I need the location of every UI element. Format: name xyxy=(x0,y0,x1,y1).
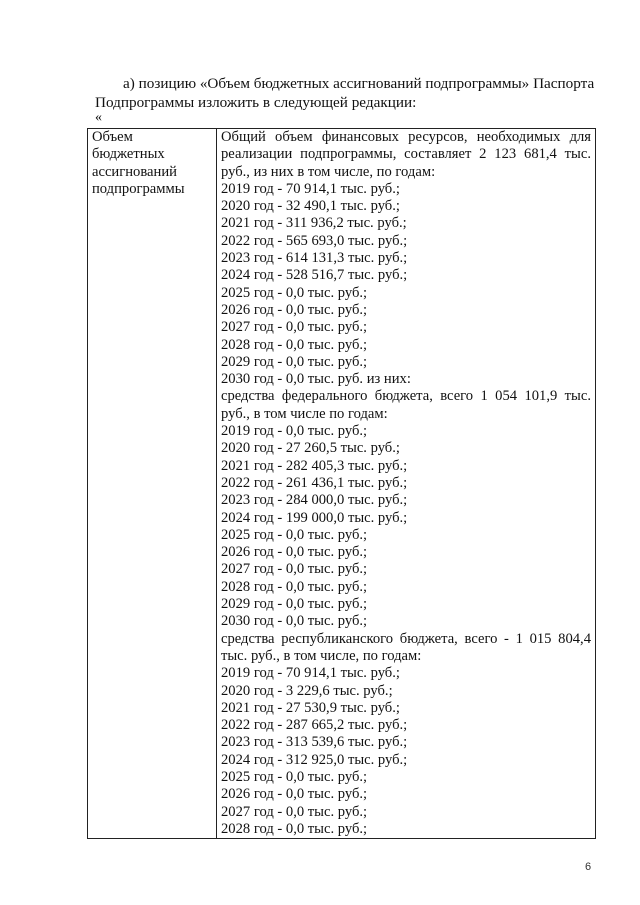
row-label-line: бюджетных xyxy=(92,146,165,163)
total-year-line: 2026 год - 0,0 тыс. руб.; xyxy=(221,301,368,318)
federal-year-line: 2029 год - 0,0 тыс. руб.; xyxy=(221,596,368,613)
federal-year-line: 2026 год - 0,0 тыс. руб.; xyxy=(221,544,368,561)
opening-quote-mark: « xyxy=(95,110,102,125)
federal-year-line: 2020 год - 27 260,5 тыс. руб.; xyxy=(221,440,400,457)
total-year-line: 2027 год - 0,0 тыс. руб.; xyxy=(221,319,368,336)
total-year-line: 2020 год - 32 490,1 тыс. руб.; xyxy=(221,198,400,215)
row-label-line: ассигнований xyxy=(92,163,177,180)
republic-year-line: 2025 год - 0,0 тыс. руб.; xyxy=(221,768,368,785)
row-content-cell xyxy=(217,129,596,839)
row-label-line: подпрограммы xyxy=(92,180,185,197)
republic-summary: средства республиканского бюджета, всего - 1 015 804,4 тыс. руб., в том числе, по годам: xyxy=(221,630,591,664)
total-year-line: 2023 год - 614 131,3 тыс. руб.; xyxy=(221,250,408,267)
republic-year-line: 2024 год - 312 925,0 тыс. руб.; xyxy=(221,751,408,768)
republic-year-line: 2023 год - 313 539,6 тыс. руб.; xyxy=(221,734,408,751)
total-year-line: 2021 год - 311 936,2 тыс. руб.; xyxy=(221,215,407,232)
republic-year-line: 2020 год - 3 229,6 тыс. руб.; xyxy=(221,682,393,699)
total-year-line: 2028 год - 0,0 тыс. руб.; xyxy=(221,336,368,353)
federal-year-line: 2019 год - 0,0 тыс. руб.; xyxy=(221,423,368,440)
federal-year-line: 2022 год - 261 436,1 тыс. руб.; xyxy=(221,474,408,491)
total-year-line: 2025 год - 0,0 тыс. руб.; xyxy=(221,284,368,301)
page-number: 6 xyxy=(585,861,592,873)
total-summary: Общий объем финансовых ресурсов, необходимых для реализации подпрограммы, составляет 2 123 681,4 тыс. руб., из них в том числе, по годам: xyxy=(221,129,591,180)
republic-years-list xyxy=(221,665,591,838)
federal-year-line: 2025 год - 0,0 тыс. руб.; xyxy=(221,526,368,543)
republic-year-line: 2019 год - 70 914,1 тыс. руб.; xyxy=(221,665,400,682)
total-year-line: 2024 год - 528 516,7 тыс. руб.; xyxy=(221,267,408,284)
intro-line-2: Подпрограммы изложить в следующей редакции: xyxy=(95,94,417,111)
intro-line-1: а) позицию «Объем бюджетных ассигнований подпрограммы» Паспорта xyxy=(123,75,595,92)
total-years-list xyxy=(221,181,591,389)
federal-year-line: 2024 год - 199 000,0 тыс. руб.; xyxy=(221,509,408,526)
total-year-line: 2029 год - 0,0 тыс. руб.; xyxy=(221,353,368,370)
republic-year-line: 2022 год - 287 665,2 тыс. руб.; xyxy=(221,717,408,734)
federal-year-line: 2030 год - 0,0 тыс. руб.; xyxy=(221,613,368,630)
federal-summary: средства федерального бюджета, всего 1 054 101,9 тыс. руб., в том числе по годам: xyxy=(221,388,591,422)
budget-table xyxy=(87,128,596,839)
federal-year-line: 2027 год - 0,0 тыс. руб.; xyxy=(221,561,368,578)
total-year-line: 2030 год - 0,0 тыс. руб. из них: xyxy=(221,371,411,388)
federal-year-line: 2021 год - 282 405,3 тыс. руб.; xyxy=(221,457,408,474)
row-label-line: Объем xyxy=(92,129,133,145)
total-year-line: 2019 год - 70 914,1 тыс. руб.; xyxy=(221,180,400,197)
republic-year-line: 2021 год - 27 530,9 тыс. руб.; xyxy=(221,699,400,716)
republic-year-line: 2026 год - 0,0 тыс. руб.; xyxy=(221,786,368,803)
republic-year-line: 2027 год - 0,0 тыс. руб.; xyxy=(221,803,368,820)
intro-paragraph xyxy=(95,74,597,112)
federal-year-line: 2023 год - 284 000,0 тыс. руб.; xyxy=(221,492,408,509)
republic-year-line: 2028 год - 0,0 тыс. руб.; xyxy=(221,820,368,837)
table-row xyxy=(88,129,596,839)
federal-year-line: 2028 год - 0,0 тыс. руб.; xyxy=(221,578,368,595)
federal-years-list xyxy=(221,423,591,631)
total-year-line: 2022 год - 565 693,0 тыс. руб.; xyxy=(221,232,408,249)
row-label-cell xyxy=(88,129,217,839)
